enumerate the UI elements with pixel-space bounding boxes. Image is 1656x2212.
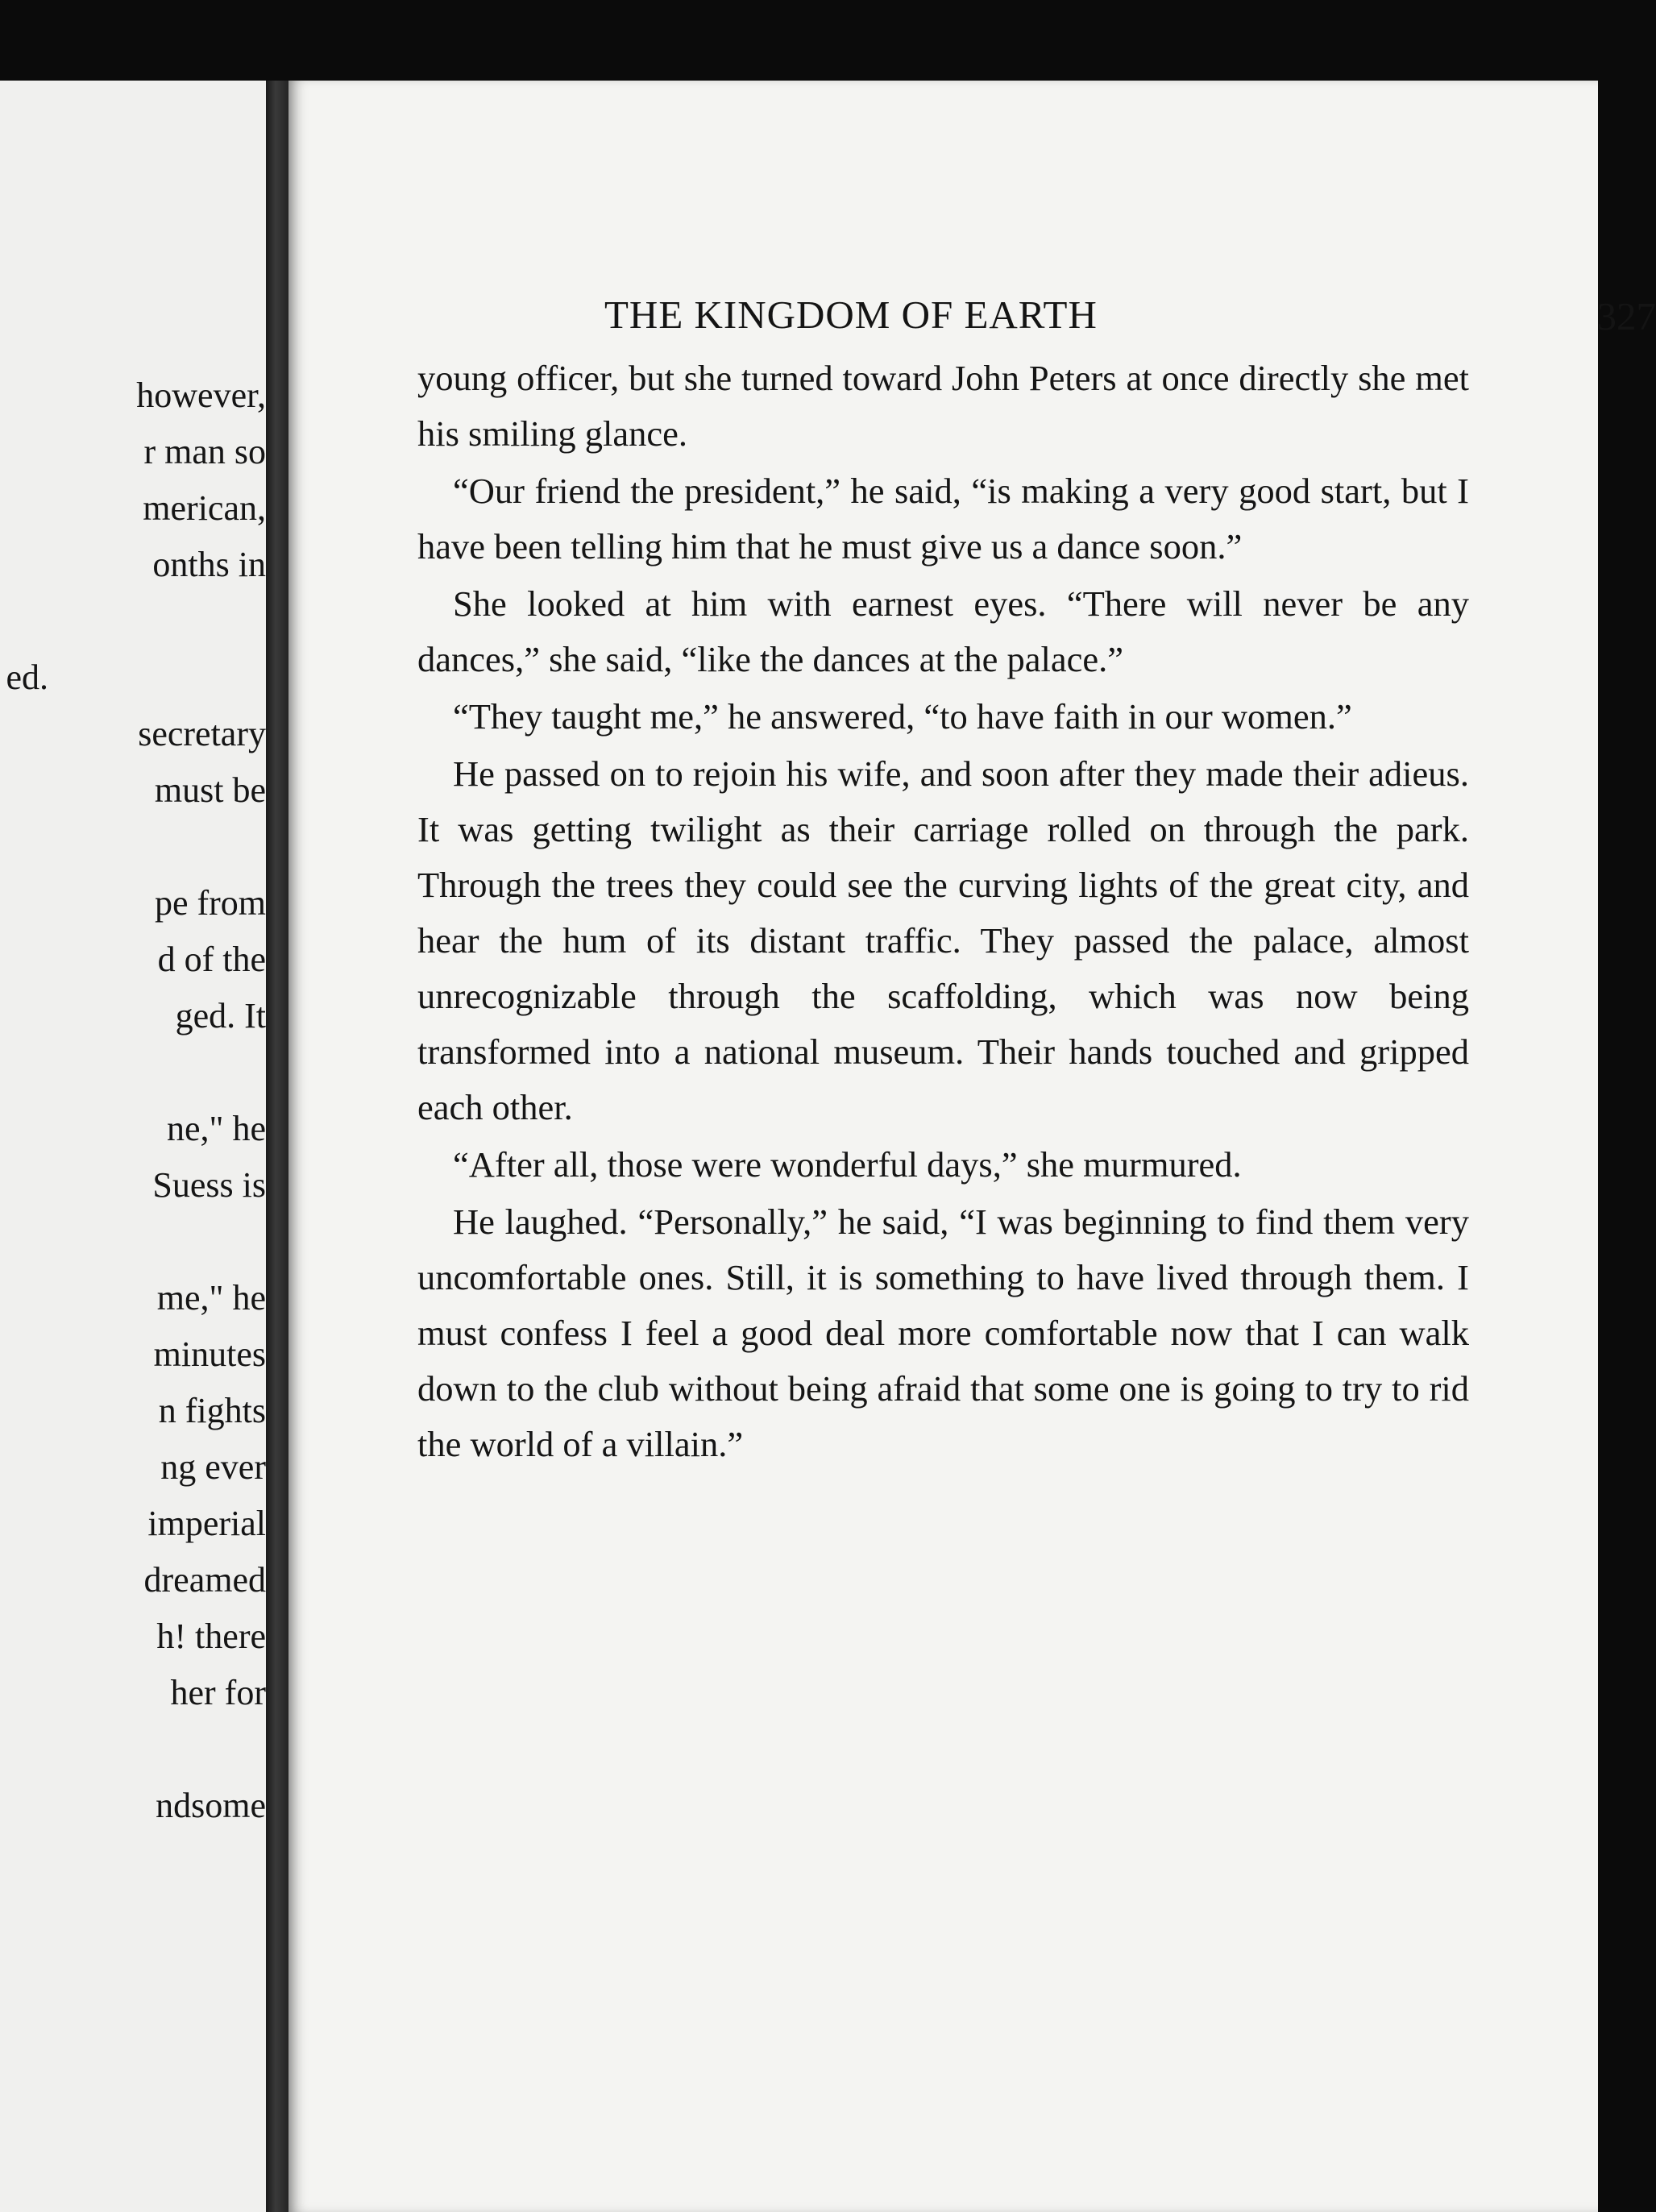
left-page-line: ng ever (160, 1447, 266, 1487)
left-page-line: d of the (157, 940, 266, 979)
body-text (417, 351, 1469, 1472)
left-page-line: pe from (154, 883, 266, 923)
left-page-line: Suess is (152, 1165, 266, 1205)
running-head (604, 292, 1656, 340)
paragraph: “Our friend the president,” he said, “is making a very good start, but I have been telling him that he must give us a dance soon.” (417, 471, 1469, 566)
left-page-line: imperial (147, 1504, 266, 1543)
left-page-line: however, (136, 376, 266, 415)
paragraph: She looked at him with earnest eyes. “There will never be any dances,” she said, “like the dances at the palace.” (417, 583, 1469, 679)
left-page-line: n fights (158, 1391, 266, 1430)
paragraph: He laughed. “Personally,” he said, “I was beginning to find them very uncomfortable ones. Still, it is something to have lived through them. I must confess I feel a good deal more comfortable now that I can walk down to the club without being afraid that some one is going to try to rid the world of a villain.” (417, 1201, 1469, 1464)
left-page-line: ed. (6, 658, 48, 697)
left-page-line: secretary (138, 714, 266, 753)
running-title: THE KINGDOM OF EARTH (604, 293, 1098, 337)
left-page-line: ged. It (175, 996, 266, 1035)
paragraph: “After all, those were wonderful days,” she murmured. (453, 1144, 1242, 1185)
left-page (0, 81, 268, 2212)
right-page (288, 81, 1656, 2212)
left-page-line: dreamed (143, 1560, 266, 1600)
left-page-line: onths in (152, 545, 266, 584)
left-page-line: her for (170, 1673, 266, 1712)
left-page-line: ne," he (166, 1109, 266, 1148)
left-page-line: minutes (153, 1334, 266, 1374)
book-gutter (266, 81, 290, 2212)
left-page-line: h! there (156, 1616, 266, 1656)
left-page-line: merican, (143, 488, 266, 528)
left-page-line: r man so (143, 432, 266, 471)
page-number: 327 (1596, 294, 1656, 338)
left-page-line: ndsome (156, 1786, 266, 1825)
paragraph: young officer, but she turned toward John Peters at once directly she met his smiling glance. (417, 358, 1469, 454)
paragraph: “They taught me,” he answered, “to have faith in our women.” (453, 696, 1352, 737)
left-page-line: must be (154, 770, 266, 810)
paragraph: He passed on to rejoin his wife, and soon after they made their adieus. It was getting twilight as their carriage rolled on through the park. Through the trees they could see the curving lights of the great city, and hear the hum of its distant traffic. They passed the palace, almost unrecognizable through the scaffolding, which was now being transformed into a national museum. Their hands touched and gripped each other. (417, 753, 1469, 1127)
left-page-line: me," he (156, 1278, 266, 1318)
